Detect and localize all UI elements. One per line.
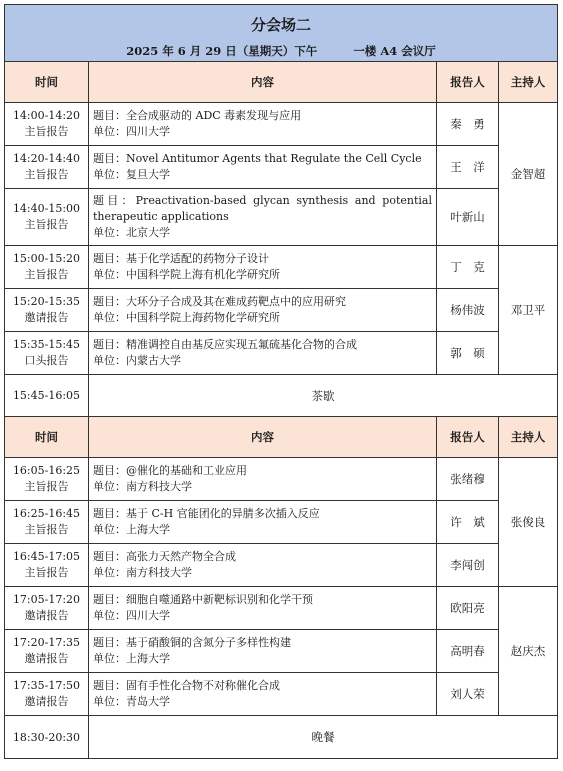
talk-topic: 基于 C-H 官能团化的异腈多次插入反应	[126, 507, 320, 520]
talk-unit-line	[93, 479, 432, 495]
talk-topic: 基于硝酸铜的含氮分子多样性构建	[126, 636, 291, 649]
header-row-2	[5, 417, 558, 458]
talk-time: 17:20-17:35	[12, 636, 81, 649]
talk-topic-line	[93, 506, 432, 522]
talk-content-cell	[89, 146, 437, 189]
topic-prefix: 题目：	[93, 194, 136, 207]
talk-unit-line	[93, 651, 432, 667]
talk-time-cell	[5, 501, 89, 544]
talk-speaker: 丁 克	[437, 246, 499, 289]
topic-prefix: 题目：	[93, 109, 126, 122]
title-cell	[5, 5, 558, 62]
break-row	[5, 716, 558, 759]
talk-time-cell	[5, 103, 89, 146]
talk-unit: 南方科技大学	[126, 480, 192, 493]
talk-time: 16:05-16:25	[12, 464, 81, 477]
unit-prefix: 单位：	[93, 354, 126, 367]
talk-unit: 青岛大学	[126, 695, 170, 708]
topic-prefix: 题目：	[93, 464, 126, 477]
topic-prefix: 题目：	[93, 507, 126, 520]
talk-speaker: 欧阳亮	[437, 587, 499, 630]
talk-topic: 全合成驱动的 ADC 毒素发现与应用	[126, 109, 302, 122]
header-row-1	[5, 62, 558, 103]
talk-type: 主旨报告	[24, 523, 69, 536]
talk-content-cell	[89, 332, 437, 375]
talk-content-cell	[89, 458, 437, 501]
talk-time-cell	[5, 673, 89, 716]
talk-type: 邀请报告	[24, 609, 69, 622]
table-row	[5, 501, 558, 544]
topic-prefix: 题目：	[93, 295, 126, 308]
talk-time: 15:20-15:35	[12, 295, 81, 308]
talk-speaker: 叶新山	[437, 189, 499, 246]
col-header-speaker: 报告人	[437, 62, 499, 103]
talk-unit: 上海大学	[126, 523, 170, 536]
table-row	[5, 103, 558, 146]
col-header-time: 时间	[5, 62, 89, 103]
unit-prefix: 单位：	[93, 480, 126, 493]
talk-unit: 南方科技大学	[126, 566, 192, 579]
unit-prefix: 单位：	[93, 168, 126, 181]
talk-topic-line	[93, 337, 432, 353]
unit-prefix: 单位：	[93, 652, 126, 665]
talk-topic: 高张力天然产物全合成	[126, 550, 236, 563]
talk-topic: 基于化学适配的药物分子设计	[126, 252, 269, 265]
talk-content-cell	[89, 630, 437, 673]
col-header-speaker: 报告人	[437, 417, 499, 458]
table-row	[5, 673, 558, 716]
talk-time-cell	[5, 544, 89, 587]
table-row	[5, 332, 558, 375]
schedule-table	[4, 4, 558, 759]
talk-unit: 内蒙古大学	[126, 354, 181, 367]
talk-topic-line	[93, 193, 432, 225]
talk-speaker: 杨伟波	[437, 289, 499, 332]
table-row	[5, 587, 558, 630]
table-row	[5, 289, 558, 332]
talk-speaker: 张绪穆	[437, 458, 499, 501]
talk-topic-line	[93, 151, 432, 167]
talk-unit-line	[93, 522, 432, 538]
session-venue: 一楼 A4 会议厅	[353, 43, 436, 58]
talk-content-cell	[89, 673, 437, 716]
talk-unit: 上海大学	[126, 652, 170, 665]
talk-topic-line	[93, 108, 432, 124]
talk-unit: 四川大学	[126, 125, 170, 138]
talk-type: 主旨报告	[24, 218, 69, 231]
talk-topic: 精准调控自由基反应实现五氟硫基化合物的合成	[126, 338, 357, 351]
talk-speaker: 李闯创	[437, 544, 499, 587]
unit-prefix: 单位：	[93, 311, 126, 324]
topic-prefix: 题目：	[93, 593, 126, 606]
unit-prefix: 单位：	[93, 523, 126, 536]
talk-topic-line	[93, 592, 432, 608]
talk-speaker: 刘人荣	[437, 673, 499, 716]
talk-type: 主旨报告	[24, 566, 69, 579]
schedule-sheet	[4, 4, 557, 759]
table-row	[5, 544, 558, 587]
talk-time-cell	[5, 289, 89, 332]
talk-unit-line	[93, 225, 432, 241]
talk-topic: Novel Antitumor Agents that Regulate the Cell Cycle	[126, 152, 422, 165]
session-host: 邓卫平	[499, 246, 558, 375]
topic-prefix: 题目：	[93, 679, 126, 692]
talk-time-cell	[5, 332, 89, 375]
session-host: 金智超	[499, 103, 558, 246]
talk-topic: 大环分子合成及其在难成药靶点中的应用研究	[126, 295, 346, 308]
talk-content-cell	[89, 544, 437, 587]
talk-unit: 复旦大学	[126, 168, 170, 181]
talk-time: 16:45-17:05	[12, 550, 81, 563]
talk-time: 16:25-16:45	[12, 507, 81, 520]
session-title: 分会场二	[251, 15, 312, 34]
session-host: 赵庆杰	[499, 587, 558, 716]
talk-content-cell	[89, 189, 437, 246]
talk-type: 主旨报告	[24, 168, 69, 181]
table-row	[5, 458, 558, 501]
talk-topic-line	[93, 678, 432, 694]
talk-time: 15:00-15:20	[12, 252, 81, 265]
talk-topic: 细胞自噬通路中新靶标识别和化学干预	[126, 593, 313, 606]
talk-unit-line	[93, 694, 432, 710]
col-header-time: 时间	[5, 417, 89, 458]
talk-time-cell	[5, 587, 89, 630]
col-header-host: 主持人	[499, 417, 558, 458]
col-header-content: 内容	[89, 417, 437, 458]
dinner-time: 18:30-20:30	[5, 716, 89, 759]
talk-content-cell	[89, 289, 437, 332]
talk-time-cell	[5, 458, 89, 501]
table-row	[5, 146, 558, 189]
talk-time-cell	[5, 630, 89, 673]
talk-type: 主旨报告	[24, 125, 69, 138]
talk-time: 17:05-17:20	[12, 593, 81, 606]
talk-type: 邀请报告	[24, 311, 69, 324]
talk-unit: 四川大学	[126, 609, 170, 622]
talk-time-cell	[5, 189, 89, 246]
talk-time: 17:35-17:50	[12, 679, 81, 692]
talk-unit-line	[93, 565, 432, 581]
talk-type: 邀请报告	[24, 652, 69, 665]
talk-topic: @催化的基础和工业应用	[126, 464, 247, 477]
col-header-content: 内容	[89, 62, 437, 103]
talk-topic-line	[93, 635, 432, 651]
talk-time: 14:00-14:20	[12, 109, 81, 122]
topic-prefix: 题目：	[93, 252, 126, 265]
date-venue-line	[5, 43, 557, 59]
talk-speaker: 郭 硕	[437, 332, 499, 375]
talk-topic-line	[93, 549, 432, 565]
talk-time: 14:40-15:00	[12, 202, 81, 215]
talk-type: 口头报告	[24, 354, 69, 367]
unit-prefix: 单位：	[93, 226, 126, 239]
talk-speaker: 王 洋	[437, 146, 499, 189]
talk-topic: Preactivation-based glycan synthesis and potential therapeutic applications	[93, 194, 432, 223]
talk-unit-line	[93, 167, 432, 183]
talk-unit-line	[93, 267, 432, 283]
title-row	[5, 5, 558, 62]
talk-speaker: 许 斌	[437, 501, 499, 544]
unit-prefix: 单位：	[93, 609, 126, 622]
talk-time: 14:20-14:40	[12, 152, 81, 165]
talk-time-cell	[5, 246, 89, 289]
col-header-host: 主持人	[499, 62, 558, 103]
table-row	[5, 246, 558, 289]
talk-unit-line	[93, 353, 432, 369]
table-row	[5, 189, 558, 246]
talk-unit-line	[93, 608, 432, 624]
topic-prefix: 题目：	[93, 338, 126, 351]
talk-time: 15:35-15:45	[12, 338, 81, 351]
break-time: 15:45-16:05	[5, 375, 89, 417]
talk-speaker: 高明春	[437, 630, 499, 673]
unit-prefix: 单位：	[93, 695, 126, 708]
talk-content-cell	[89, 587, 437, 630]
dinner-label: 晚餐	[89, 716, 558, 759]
unit-prefix: 单位：	[93, 268, 126, 281]
break-label: 茶歇	[89, 375, 558, 417]
talk-topic: 固有手性化合物不对称催化合成	[126, 679, 280, 692]
topic-prefix: 题目：	[93, 550, 126, 563]
talk-content-cell	[89, 103, 437, 146]
topic-prefix: 题目：	[93, 152, 126, 165]
talk-content-cell	[89, 246, 437, 289]
talk-time-cell	[5, 146, 89, 189]
talk-content-cell	[89, 501, 437, 544]
talk-type: 主旨报告	[24, 268, 69, 281]
break-row	[5, 375, 558, 417]
talk-unit: 中国科学院上海有机化学研究所	[126, 268, 280, 281]
talk-topic-line	[93, 463, 432, 479]
unit-prefix: 单位：	[93, 125, 126, 138]
talk-topic-line	[93, 251, 432, 267]
talk-topic-line	[93, 294, 432, 310]
talk-unit-line	[93, 124, 432, 140]
talk-type: 主旨报告	[24, 480, 69, 493]
talk-unit: 中国科学院上海药物化学研究所	[126, 311, 280, 324]
talk-unit-line	[93, 310, 432, 326]
talk-speaker: 秦 勇	[437, 103, 499, 146]
talk-type: 邀请报告	[24, 695, 69, 708]
talk-unit: 北京大学	[126, 226, 170, 239]
session-host: 张俊良	[499, 458, 558, 587]
table-row	[5, 630, 558, 673]
session-date: 2025 年 6 月 29 日（星期天）下午	[126, 43, 318, 58]
unit-prefix: 单位：	[93, 566, 126, 579]
topic-prefix: 题目：	[93, 636, 126, 649]
